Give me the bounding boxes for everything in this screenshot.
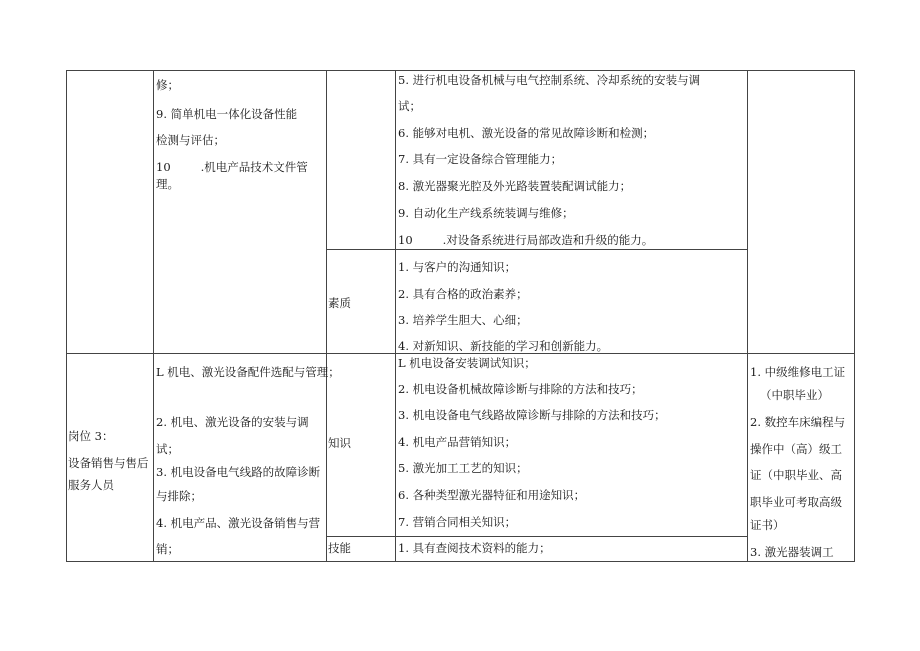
table-bottom-border [66, 561, 855, 562]
duty-line: 4. 机电产品、激光设备销售与营 [156, 516, 321, 530]
duty-line: 9. 简单机电一体化设备性能 [156, 107, 298, 121]
row-divider [66, 353, 855, 354]
knowledge-line: 5. 激光加工工艺的知识； [398, 461, 528, 475]
duty-text: .机电产品技术文件管 [200, 160, 308, 174]
quality-line: 2. 具有合格的政治素养； [398, 287, 528, 301]
table-right-border [854, 70, 855, 562]
duty-line: 理。 [156, 177, 179, 191]
duty-line: 销； [156, 542, 179, 556]
duty-line [156, 161, 308, 174]
cert-line: 3. 激光器装调工 [750, 545, 834, 559]
cert-line: 操作中（高）级工 [750, 442, 842, 456]
cert-line: （中职毕业） [760, 388, 829, 402]
quality-line: 3. 培养学生胆大、心细； [398, 313, 528, 327]
quality-label: 素质 [328, 296, 351, 310]
position-name: 设备销售与售后 [68, 456, 149, 470]
cert-line: 证（中职毕业、高 [750, 468, 842, 482]
skill-line: 9. 自动化生产线系统装调与维修； [398, 206, 574, 220]
skill-text: .对设备系统进行局部改造和升级的能力。 [442, 233, 654, 247]
duty-line: L 机电、激光设备配件选配与管理； [156, 365, 340, 379]
knowledge-label: 知识 [328, 436, 351, 450]
col-divider-3 [395, 70, 396, 562]
duty-line: 2. 机电、激光设备的安装与调 [156, 415, 309, 429]
cert-line: 1. 中级维修电工证 [750, 365, 846, 379]
col-divider-4 [747, 70, 748, 562]
skill-label: 技能 [328, 541, 351, 555]
skill-line: 8. 激光器聚光腔及外光路装置装配调试能力； [398, 179, 632, 193]
quality-line: 1. 与客户的沟通知识； [398, 260, 517, 274]
duty-line: 与排除； [156, 489, 202, 503]
skill-line: 1. 具有查阅技术资料的能力； [398, 541, 551, 555]
skill-line: 试； [398, 99, 421, 113]
skill-number: 10 [398, 233, 413, 247]
table-top-border [66, 70, 855, 71]
quality-line: 4. 对新知识、新技能的学习和创新能力。 [398, 339, 609, 353]
duty-line: 检测与评估； [156, 133, 225, 147]
knowledge-line: L 机电设备安装调试知识； [398, 356, 536, 370]
skill-line [398, 234, 653, 247]
knowledge-line: 3. 机电设备电气线路故障诊断与排除的方法和技巧； [398, 408, 666, 422]
duty-line: 试； [156, 442, 179, 456]
knowledge-line: 2. 机电设备机械故障诊断与排除的方法和技巧； [398, 382, 643, 396]
knowledge-line: 7. 营销合同相关知识； [398, 515, 517, 529]
skill-line: 7. 具有一定设备综合管理能力； [398, 152, 563, 166]
knowledge-line: 6. 各种类型激光器特征和用途知识； [398, 488, 586, 502]
table-left-border [66, 70, 67, 562]
col-divider-2 [326, 70, 327, 562]
subrow-divider-skill [326, 536, 747, 537]
subrow-divider-quality [326, 249, 747, 250]
cert-line: 职毕业可考取高级 [750, 495, 842, 509]
position-title: 岗位 3： [68, 429, 114, 443]
duty-line: 3. 机电设备电气线路的故障诊断 [156, 465, 321, 479]
cert-line: 2. 数控车床编程与 [750, 415, 846, 429]
knowledge-line: 4. 机电产品营销知识； [398, 435, 517, 449]
skill-line: 6. 能够对电机、激光设备的常见故障诊断和检测； [398, 126, 655, 140]
cert-line: 证书） [750, 518, 785, 532]
duty-number: 10 [156, 160, 171, 174]
duty-line: 修； [156, 78, 179, 92]
col-divider-1 [153, 70, 154, 562]
position-name: 服务人员 [68, 478, 114, 492]
skill-line: 5. 进行机电设备机械与电气控制系统、冷却系统的安装与调 [398, 73, 701, 87]
